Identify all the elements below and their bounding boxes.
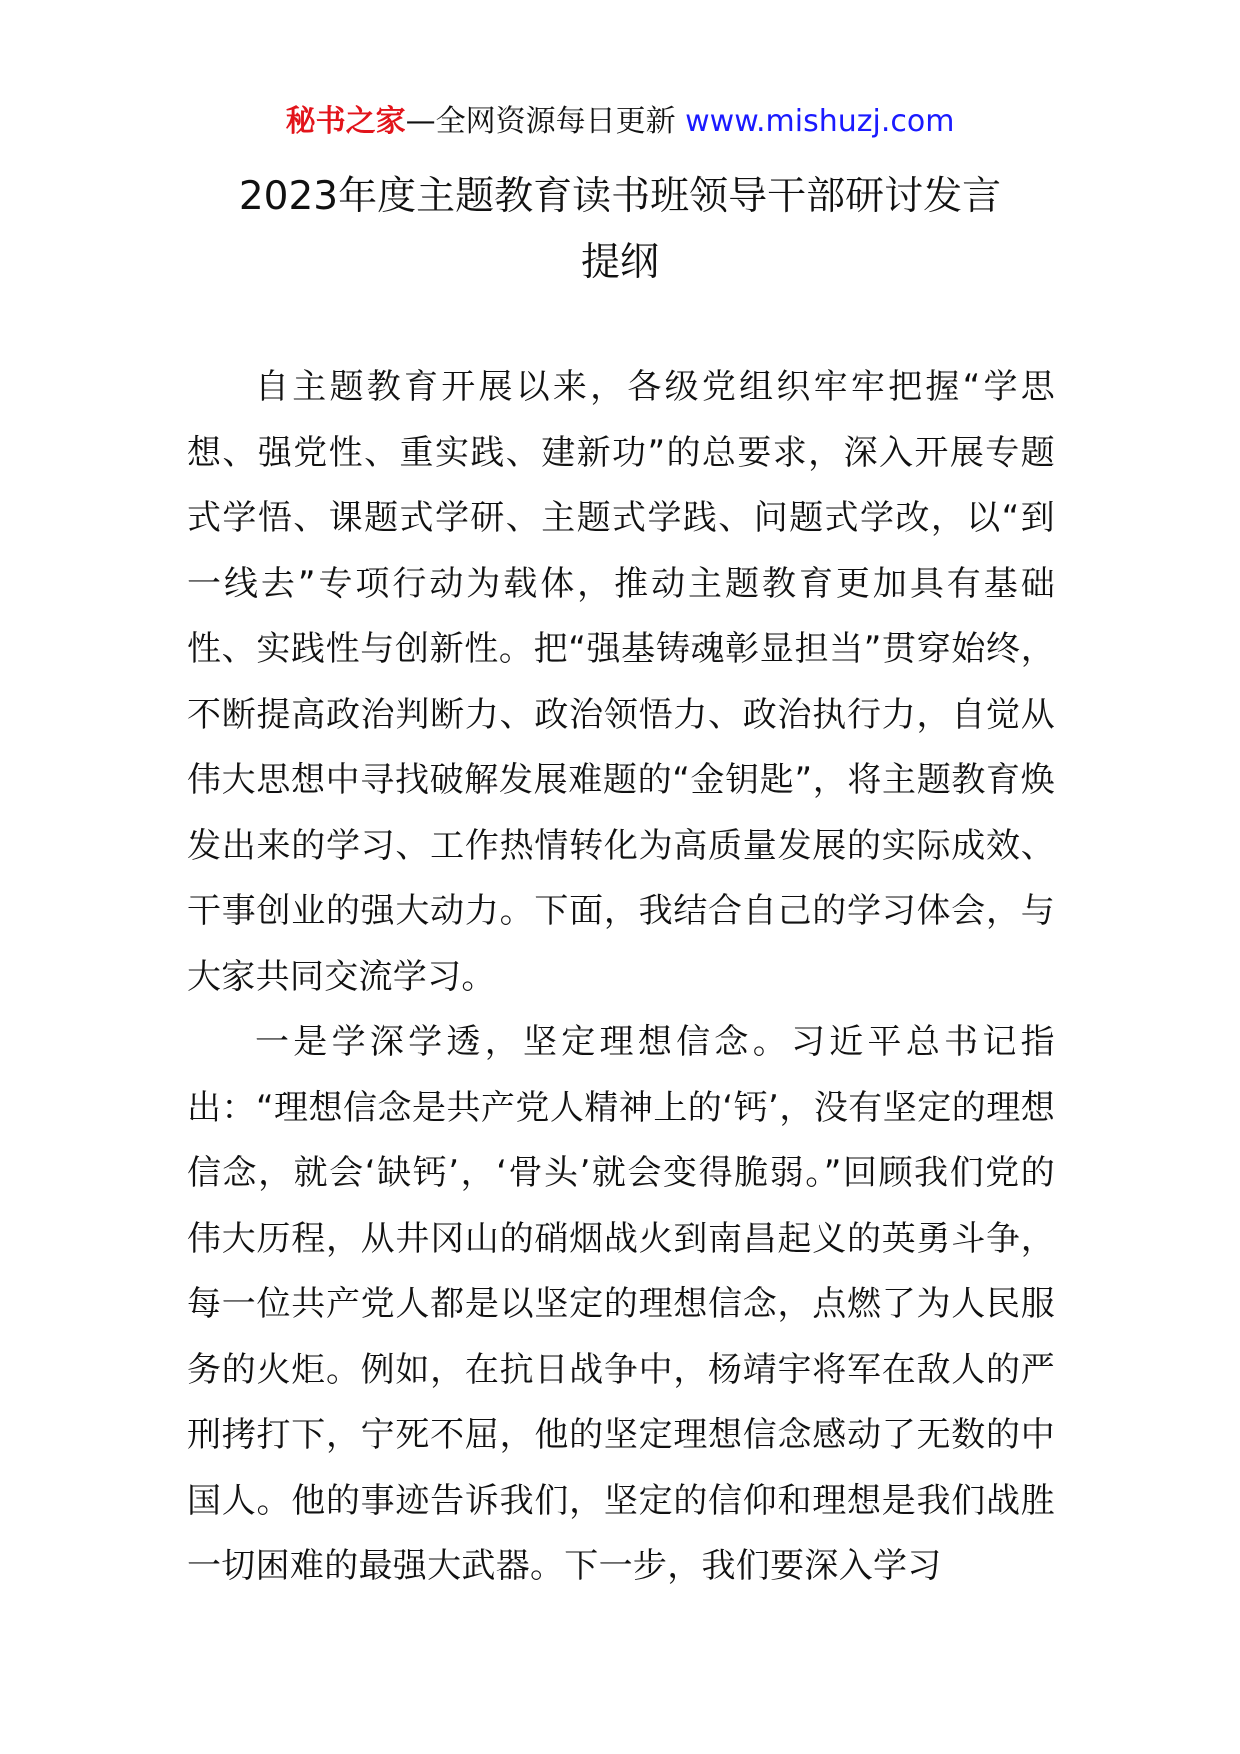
- document-title-line-1: 2023年度主题教育读书班领导干部研讨发言: [238, 174, 1002, 219]
- site-url-link[interactable]: www.mishuzj.com: [685, 104, 955, 139]
- site-header: [0, 100, 1240, 144]
- site-brand: 秘书之家: [285, 104, 406, 139]
- body-paragraph-intro: 自主题教育开展以来，各级党组织牢牢把握“学思想、强党性、重实践、建新功”的总要求，深入开展专题式学悟、课题式学研、主题式学践、问题式学改，以“到一线去”专项行动为载体，推动主题教育更加具有基础性、实践性与创新性。把“强基铸魂彰显担当”贯穿始终，不断提高政治判断力、政治领悟力、政治执行力，自觉从伟大思想中寻找破解发展难题的“金钥匙”，将主题教育焕发出来的学习、工作热情转化为高质量发展的实际成效、干事创业的强大动力。下面，我结合自己的学习体会，与大家共同交流学习。: [187, 367, 1055, 997]
- document-title-line-2: 提纲: [580, 240, 659, 285]
- body-paragraph-point-one: 一是学深学透，坚定理想信念。习近平总书记指出：“理想信念是共产党人精神上的‘钙’，没有坚定的理想信念，就会‘缺钙’，‘骨头’就会变得脆弱。”回顾我们党的伟大历程，从井冈山的硝烟战火到南昌起义的英勇斗争，每一位共产党人都是以坚定的理想信念，点燃了为人民服务的火炬。例如，在抗日战争中，杨靖宇将军在敌人的严刑拷打下，宁死不屈，他的坚定理想信念感动了无数的中国人。他的事迹告诉我们，坚定的信仰和理想是我们战胜一切困难的最强大武器。下一步，我们要深入学习: [187, 1022, 1055, 1586]
- site-tagline: —全网资源每日更新: [405, 104, 676, 139]
- document-body: [187, 355, 1055, 1600]
- document-title: [150, 164, 1090, 296]
